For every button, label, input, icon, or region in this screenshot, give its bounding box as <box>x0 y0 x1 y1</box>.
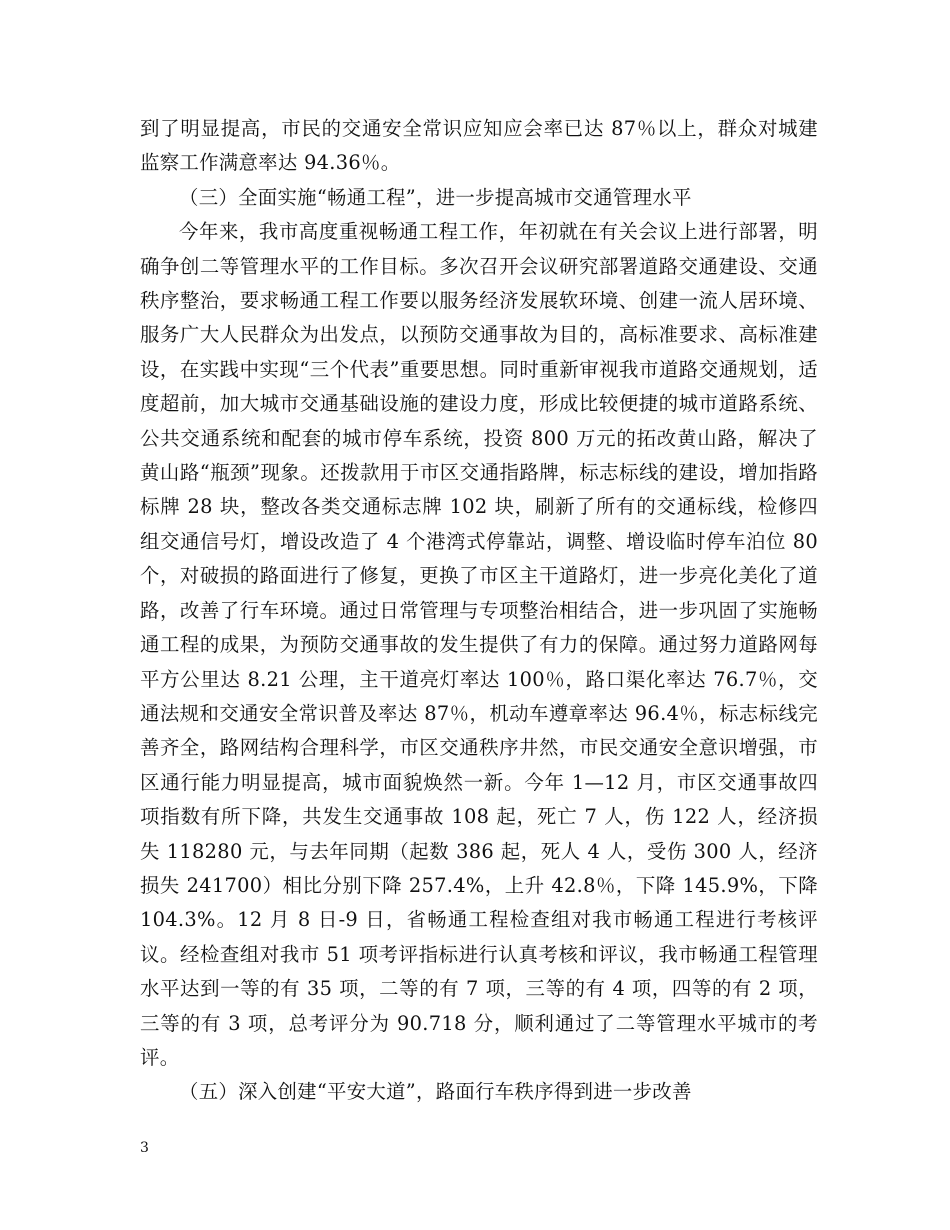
page-number: 3 <box>140 1140 149 1156</box>
continuation-paragraph: 到了明显提高，市民的交通安全常识应知应会率已达 87％以上，群众对城建监察工作满意率达 94.36％。 <box>140 117 818 175</box>
document-body <box>140 112 818 1110</box>
section-heading-5: （五）深入创建“平安大道”，路面行车秩序得到进一步改善 <box>179 1080 692 1104</box>
body-paragraph: 今年来，我市高度重视畅通工程工作，年初就在有关会议上进行部署，明确争创二等管理水平的工作目标。多次召开会议研究部署道路交通建设、交通秩序整治，要求畅通工程工作要以服务经济发展软环境、创建一流人居环境、服务广大人民群众为出发点，以预防交通事故为目的，高标准要求、高标准建设，在实践中实现“三个代表”重要思想。同时重新审视我市道路交通规划，适度超前，加大城市交通基础设施的建设力度，形成比较便捷的城市道路系统、公共交通系统和配套的城市停车系统，投资 800 万元的拓改黄山路，解决了黄山路“瓶颈”现象。还拨款用于市区交通指路牌，标志标线的建设，增加指路标牌 28 块，整改各类交通标志牌 102 块，刷新了所有的交通标线，检修四组交通信号灯，增设改造了 4 个港湾式停靠站，调整、增设临时停车泊位 80 个，对破损的路面进行了修复，更换了市区主干道路灯，进一步亮化美化了道路，改善了行车环境。通过日常管理与专项整治相结合，进一步巩固了实施畅通工程的成果，为预防交通事故的发生提供了有力的保障。通过努力道路网每平方公里达 8.21 公理，主干道亮灯率达 100％，路口渠化率达 76.7％，交通法规和交通安全常识普及率达 87％，机动车遵章率达 96.4％，标志标线完善齐全，路网结构合理科学，市区交通秩序井然，市民交通安全意识增强，市区通行能力明显提高，城市面貌焕然一新。今年 1—12 月，市区交通事故四项指数有所下降，共发生交通事故 108 起，死亡 7 人，伤 122 人，经济损失 118280 元，与去年同期（起数 386 起，死人 4 人，受伤 300 人，经济损失 241700）相比分别下降 257.4%，上升 42.8％，下降 145.9%，下降 104.3%。12 月 8 日-9 日，省畅通工程检查组对我市畅通工程进行考核评议。经检查组对我市 51 项考评指标进行认真考核和评议，我市畅通工程管理水平达到一等的有 35 项，二等的有 7 项，三等的有 4 项，四等的有 2 项，三等的有 3 项，总考评分为 90.718 分，顺利通过了二等管理水平城市的考评。 <box>140 220 818 1069</box>
section-heading-3: （三）全面实施“畅通工程”，进一步提高城市交通管理水平 <box>179 185 692 209</box>
